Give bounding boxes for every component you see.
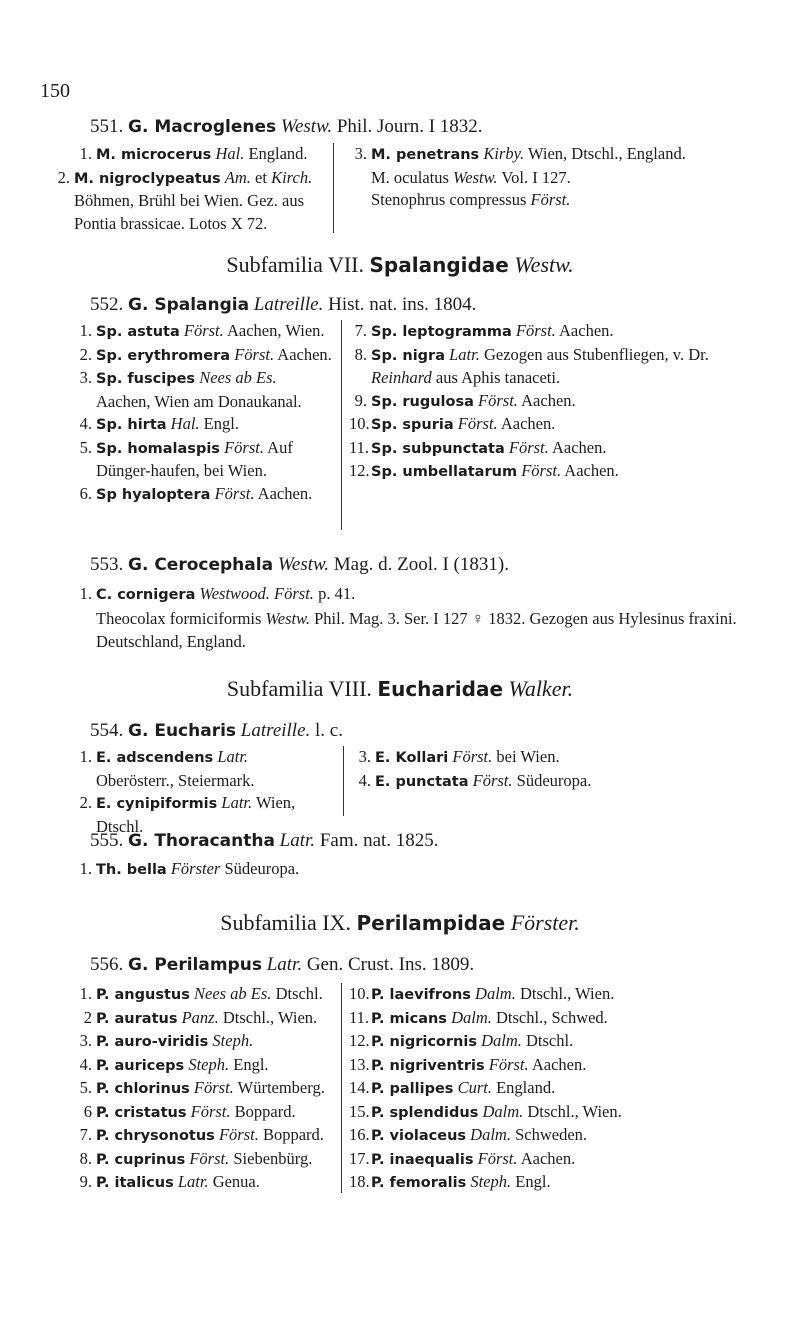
genus-reference: Phil. Journ. I 1832. <box>332 116 483 137</box>
genus-reference: Mag. d. Zool. I (1831). <box>329 554 509 575</box>
species-entry: 4. E. punctata Först. Südeuropa. <box>358 770 592 790</box>
species-name: P. auratus <box>96 1010 178 1027</box>
synonym-paragraph: Theocolax formiciformis Westw. Phil. Mag. 3. Ser. I 127 ♀ 1832. Gezogen aus Hylesinus fraxini. Deutschland, England. <box>96 609 737 651</box>
species-name: P. nigricornis <box>371 1034 477 1050</box>
species-name: Sp. subpunctata <box>371 440 505 457</box>
species-entry: 2 P. auratus Panz. Dtschl., Wien. <box>83 1007 318 1027</box>
genus-reference: Fam. nat. 1825. <box>315 830 439 851</box>
genus-name: G. Spalangia <box>128 295 250 315</box>
genus-name: G. Eucharis <box>128 721 237 741</box>
species-name: Sp. umbellatarum <box>371 464 518 480</box>
species-entry: 1. Th. bella Förster Südeuropa. <box>79 859 300 878</box>
species-author: Kirby. <box>483 144 525 163</box>
genus-553-species <box>74 582 738 653</box>
species-entry: 8. P. cuprinus Först. Siebenbürg. <box>79 1148 313 1168</box>
species-name: E. punctata <box>375 773 469 790</box>
genus-553-heading: 553. G. Cerocephala Westw. Mag. d. Zool. I (1831). <box>90 554 509 575</box>
species-name: P. auro-viridis <box>96 1034 209 1050</box>
genus-name: G. Perilampus <box>128 955 262 975</box>
species-name: Sp. rugulosa <box>371 393 474 410</box>
species-name: P. violaceus <box>371 1128 467 1144</box>
species-column-right <box>349 983 749 1195</box>
species-entry: 1. M. microcerus Hal. England. <box>79 144 308 163</box>
species-column-left <box>74 746 326 838</box>
genus-author: Latreille. <box>253 294 324 315</box>
genus-555-heading: 555. G. Thoracantha Latr. Fam. nat. 1825. <box>90 830 439 851</box>
species-name: P. femoralis <box>371 1175 467 1191</box>
species-entry: 2. M. nigroclypeatus Am. et Kirch. Böhmen, Brühl bei Wien. Gez. aus Pontia brassicae. Lotos X 72. <box>57 167 313 233</box>
genus-name: G. Macroglenes <box>128 117 277 137</box>
species-name: Sp hyaloptera <box>96 486 211 503</box>
species-author: Hal. <box>215 144 245 163</box>
species-entry: 7. P. chrysonotus Först. Boppard. <box>79 1125 324 1144</box>
species-name: P. nigriventris <box>371 1057 485 1074</box>
species-name: Sp. homalaspis <box>96 440 220 457</box>
species-name: P. cuprinus <box>96 1151 186 1168</box>
genus-name: G. Thoracantha <box>128 831 275 851</box>
species-entry: 9. P. italicus Latr. Genua. <box>79 1172 260 1191</box>
species-column-right <box>349 320 749 484</box>
species-entry: 4. Sp. hirta Hal. Engl. <box>79 414 239 433</box>
genus-name: G. Cerocephala <box>128 555 274 575</box>
species-entry: 4. P. auriceps Steph. Engl. <box>79 1054 269 1074</box>
species-entry: 11. P. micans Dalm. Dtschl., Schwed. <box>349 1007 608 1027</box>
species-entry: 17. P. inaequalis Först. Aachen. <box>349 1148 576 1168</box>
species-name: P. micans <box>371 1010 447 1027</box>
subfamily-author: Förster. <box>510 910 580 935</box>
species-entry: 15. P. splendidus Dalm. Dtschl., Wien. <box>349 1101 622 1121</box>
species-entry: 14. P. pallipes Curt. England. <box>349 1078 556 1097</box>
synonym-entry: M. oculatus Westw. Vol. I 127. <box>371 167 571 187</box>
species-name: Sp. spuria <box>371 417 454 433</box>
subfamily-name: Spalangidae <box>369 253 509 277</box>
species-author: Westw. <box>453 167 498 187</box>
species-column-left <box>57 143 316 235</box>
genus-author: Latr. <box>279 830 316 851</box>
species-entry: 1. Sp. astuta Först. Aachen, Wien. <box>79 321 325 340</box>
species-entry: 8. Sp. nigra Latr. Gezogen aus Stubenfliegen, v. Dr. Reinhard aus Aphis tanaceti. <box>354 344 709 387</box>
species-entry: 18. P. femoralis Steph. Engl. <box>349 1172 551 1191</box>
species-name: M. microcerus <box>96 147 212 163</box>
genus-reference: Gen. Crust. Ins. 1809. <box>302 954 475 975</box>
species-name: P. angustus <box>96 987 190 1003</box>
species-name: Sp. leptogramma <box>371 324 512 340</box>
species-name: P. splendidus <box>371 1104 479 1121</box>
species-entry: 13. P. nigriventris Först. Aachen. <box>349 1054 587 1074</box>
species-name: Th. bella <box>96 862 167 878</box>
species-author: Am. <box>224 167 251 187</box>
genus-551-heading <box>90 116 483 138</box>
species-entry: 3. M. penetrans Kirby. Wien, Dtschl., England. <box>354 144 686 163</box>
species-name: P. inaequalis <box>371 1151 474 1168</box>
species-entry: 7. Sp. leptogramma Först. Aachen. <box>354 321 614 340</box>
species-entry: 3. P. auro-viridis Steph. <box>79 1031 254 1050</box>
species-name: E. adscendens <box>96 750 214 766</box>
subfamily-author: Walker. <box>508 676 574 701</box>
species-entry: 10. P. laevifrons Dalm. Dtschl., Wien. <box>349 984 615 1003</box>
column-divider <box>333 143 334 233</box>
species-entry: 12. P. nigricornis Dalm. Dtschl. <box>349 1031 574 1050</box>
species-entry: 3. Sp. fuscipes Nees ab Es. Aachen, Wien am Donaukanal. <box>79 368 302 411</box>
species-entry: 6. Sp hyaloptera Först. Aachen. <box>79 483 313 503</box>
genus-556-heading: 556. G. Perilampus Latr. Gen. Crust. Ins. 1809. <box>90 954 475 975</box>
subfamily-name: Perilampidae <box>356 911 506 935</box>
species-name: M. penetrans <box>371 147 480 163</box>
species-entry: 12. Sp. umbellatarum Först. Aachen. <box>349 461 619 480</box>
genus-author: Latreille. <box>240 720 311 741</box>
species-entry: 5. P. chlorinus Först. Würtemberg. <box>79 1078 325 1097</box>
species-name: Sp. astuta <box>96 324 180 340</box>
page-number: 150 <box>40 80 70 102</box>
species-name: P. laevifrons <box>371 987 471 1003</box>
genus-author: Westw. <box>277 554 330 575</box>
species-name: P. auriceps <box>96 1057 185 1074</box>
genus-number: 551. <box>90 116 128 137</box>
species-name: C. cornigera <box>96 587 196 603</box>
species-entry: 1. C. cornigera Westwood. Först. p. 41. <box>79 584 356 603</box>
species-author: Först. <box>530 190 571 209</box>
species-entry: 3. E. Kollari Först. bei Wien. <box>358 747 560 766</box>
genus-554-heading: 554. G. Eucharis Latreille. l. c. <box>90 720 343 741</box>
species-name: Sp. erythromera <box>96 347 231 364</box>
species-entry: 10. Sp. spuria Först. Aachen. <box>349 414 556 433</box>
species-entry: 2. E. cynipiformis Latr. Wien, Dtschl. <box>79 793 296 836</box>
column-divider <box>343 746 344 816</box>
species-entry: 1. P. angustus Nees ab Es. Dtschl. <box>79 984 323 1003</box>
species-entry: 6 P. cristatus Först. Boppard. <box>83 1101 296 1121</box>
species-entry: 2. Sp. erythromera Först. Aachen. <box>79 344 332 364</box>
species-entry: 11. Sp. subpunctata Först. Aachen. <box>349 437 607 457</box>
genus-reference: Hist. nat. ins. 1804. <box>323 294 477 315</box>
subfamily-9-heading: Subfamilia IX. Perilampidae Förster. <box>220 910 580 935</box>
species-name: E. cynipiformis <box>96 796 218 812</box>
species-name: P. cristatus <box>96 1104 187 1121</box>
column-divider <box>341 320 342 530</box>
synonym-entry: Stenophrus compressus Först. <box>371 190 571 209</box>
species-name: Sp. nigra <box>371 347 445 364</box>
column-divider <box>341 983 342 1193</box>
species-name: P. pallipes <box>371 1081 454 1097</box>
subfamily-author: Westw. <box>514 252 574 277</box>
genus-reference: l. c. <box>310 720 343 741</box>
species-entry: 9. Sp. rugulosa Först. Aachen. <box>354 390 576 410</box>
genus-author: Latr. <box>266 954 303 975</box>
species-name: P. chrysonotus <box>96 1128 215 1144</box>
species-column-right <box>349 143 729 212</box>
species-name: P. italicus <box>96 1175 174 1191</box>
species-entry: 16. P. violaceus Dalm. Schweden. <box>349 1125 588 1144</box>
species-name: Sp. hirta <box>96 417 167 433</box>
subfamily-name: Eucharidae <box>377 677 504 701</box>
species-name: E. Kollari <box>375 750 449 766</box>
species-name: M. nigroclypeatus <box>74 170 221 187</box>
subfamily-7-heading: Subfamilia VII. Spalangidae Westw. <box>226 252 574 277</box>
genus-author: Westw. <box>280 116 333 137</box>
genus-552-heading: 552. G. Spalangia Latreille. Hist. nat. ins. 1804. <box>90 294 477 315</box>
species-entry: 5. Sp. homalaspis Först. Auf Dünger-haufen, bei Wien. <box>79 437 293 480</box>
species-name: Sp. fuscipes <box>96 371 196 387</box>
species-column-left <box>74 983 332 1195</box>
species-column-right <box>353 746 753 793</box>
subfamily-8-heading: Subfamilia VIII. Eucharidae Walker. <box>226 676 574 701</box>
species-column-left <box>74 320 332 506</box>
genus-555-species <box>74 857 738 882</box>
species-name: P. chlorinus <box>96 1081 190 1097</box>
species-entry: 1. E. adscendens Latr. Oberösterr., Steiermark. <box>79 747 255 790</box>
